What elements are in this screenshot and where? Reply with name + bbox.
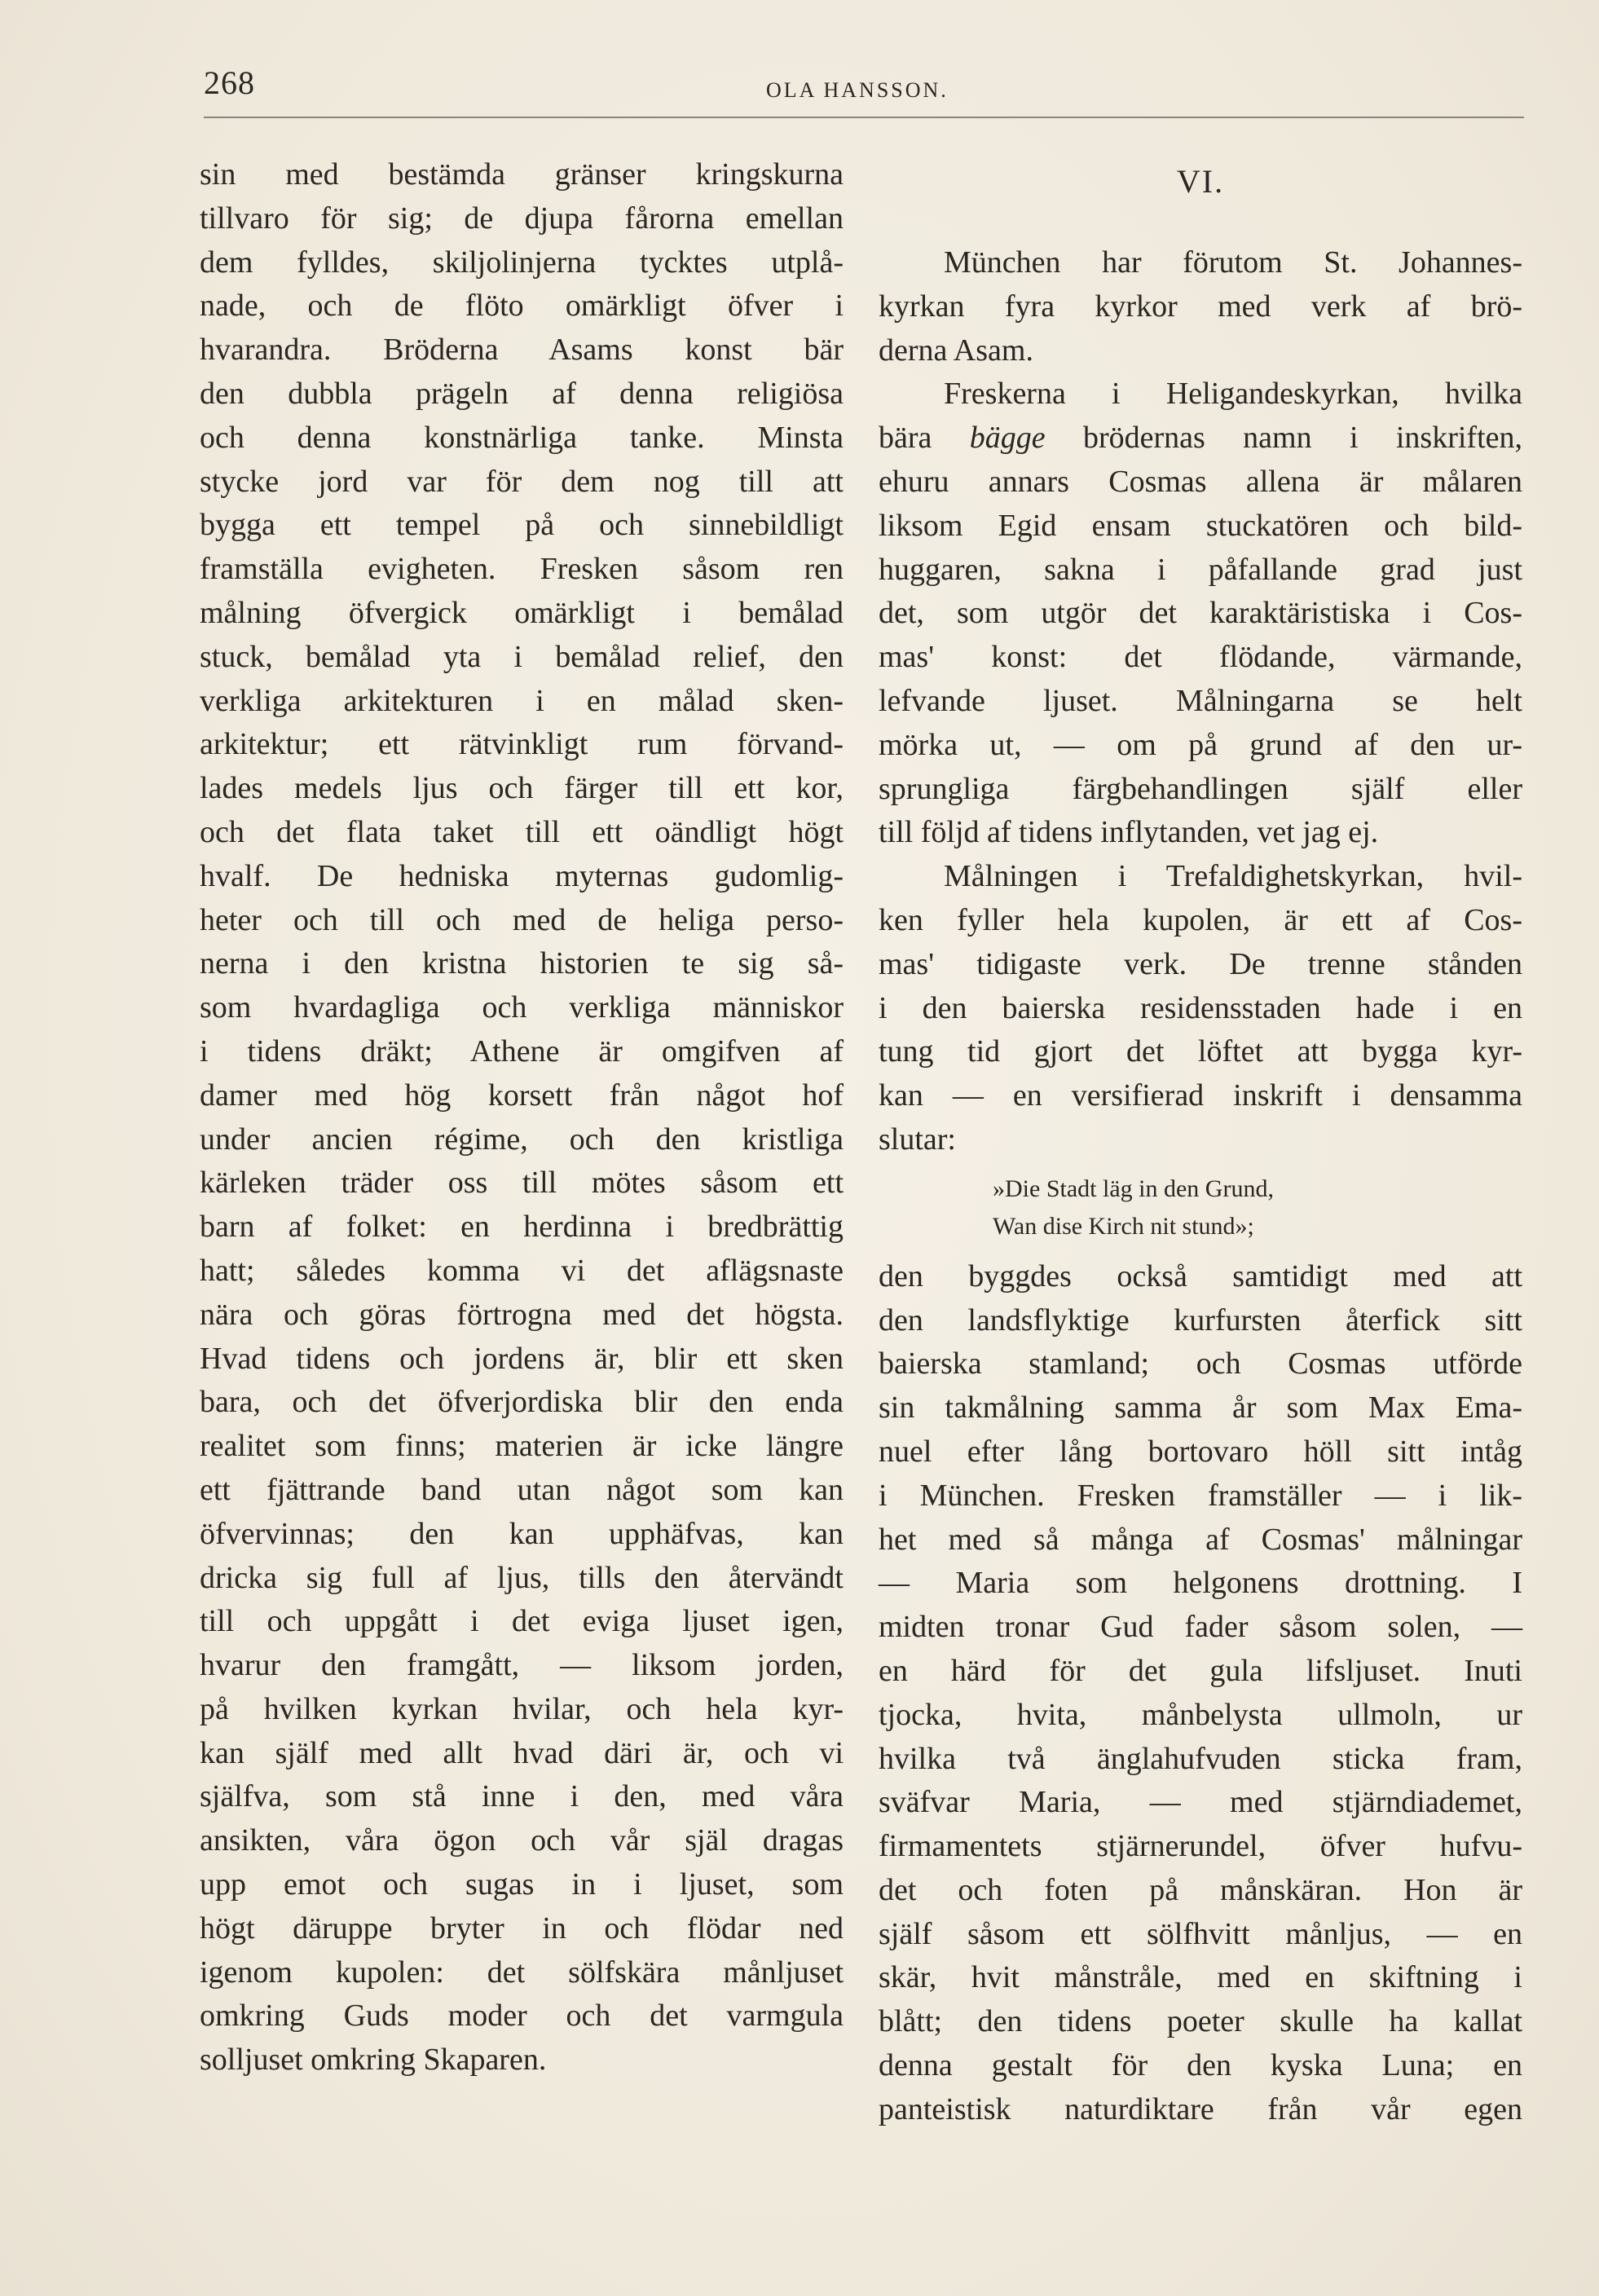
text-line: tung tid gjort det löftet att bygga kyr- bbox=[879, 1034, 1522, 1069]
text-line: högt däruppe bryter in och flödar ned bbox=[200, 1910, 844, 1946]
italic-word: bägge bbox=[969, 421, 1046, 456]
text-line bbox=[879, 416, 1522, 461]
text-line: bygga ett tempel på och sinnebildligt bbox=[200, 508, 844, 543]
text-line: het med så många af Cosmas' målningar bbox=[879, 1522, 1522, 1557]
text-line: midten tronar Gud fader såsom solen, — bbox=[879, 1610, 1522, 1645]
text-line: skär, hvit månstråle, med en skiftning i bbox=[879, 1960, 1522, 1995]
text-line: under ancien régime, och den kristliga bbox=[200, 1122, 844, 1157]
text-line: omkring Guds moder och det varmgula bbox=[200, 1999, 844, 2034]
text-line: panteistisk naturdiktare från vår egen bbox=[879, 2091, 1522, 2126]
text-line: i tidens dräkt; Athene är omgifven af bbox=[200, 1033, 844, 1069]
text-line: upp emot och sugas in i ljuset, som bbox=[200, 1867, 844, 1902]
text-line: sväfvar Maria, — med stjärndiademet, bbox=[879, 1785, 1522, 1820]
text-line: hvilka två änglahufvuden sticka fram, bbox=[879, 1741, 1522, 1776]
text-line: till och uppgått i det eviga ljuset igen, bbox=[200, 1604, 844, 1639]
text-line: själf såsom ett sölfhvitt månljus, — en bbox=[879, 1916, 1522, 1951]
text-line: nade, och de flöto omärkligt öfver i bbox=[200, 289, 844, 324]
text-line: verkliga arkitekturen i en målad sken- bbox=[200, 683, 844, 718]
text-line: öfvervinnas; den kan upphäfvas, kan bbox=[200, 1516, 844, 1551]
text-line: hvarandra. Bröderna Asams konst bär bbox=[200, 333, 844, 368]
verse-line: Wan dise Kirch nit stund»; bbox=[993, 1212, 1254, 1240]
text-line: Målningen i Trefaldighetskyrkan, hvil- bbox=[944, 859, 1522, 894]
text-line: igenom kupolen: det sölfskära månljuset bbox=[200, 1954, 844, 1990]
text-line: barn af folket: en herdinna i bredbrättig bbox=[200, 1210, 844, 1245]
text-line: nuel efter lång bortovaro höll sitt intåg bbox=[879, 1434, 1522, 1469]
text-line: tillvaro för sig; de djupa fårorna emellan bbox=[200, 201, 844, 236]
text-line: nerna i den kristna historien te sig så- bbox=[200, 946, 844, 981]
page-number: 268 bbox=[204, 64, 255, 101]
running-head: OLA HANSSON. bbox=[766, 78, 949, 102]
text-line: lades medels ljus och färger till ett kor, bbox=[200, 771, 844, 806]
text-line: lefvande ljuset. Målningarna se helt bbox=[879, 683, 1522, 718]
text-line: — Maria som helgonens drottning. I bbox=[879, 1566, 1522, 1601]
text-line: dricka sig full af ljus, tills den återvändt bbox=[200, 1560, 844, 1595]
text-line: Hvad tidens och jordens är, blir ett sken bbox=[200, 1341, 844, 1376]
right-column bbox=[879, 153, 1522, 2132]
text-line: i München. Fresken framställer — i lik- bbox=[879, 1478, 1522, 1513]
text-line: på hvilken kyrkan hvilar, och hela kyr- bbox=[200, 1691, 844, 1726]
text-line: en härd för det gula lifsljuset. Inuti bbox=[879, 1653, 1522, 1688]
text-line: arkitektur; ett rätvinkligt rum förvand- bbox=[200, 727, 844, 762]
section-heading: VI. bbox=[1176, 163, 1225, 200]
text-line: Freskerna i Heligandeskyrkan, hvilka bbox=[944, 377, 1522, 412]
text-fragment: brödernas namn i inskriften, bbox=[1045, 421, 1522, 456]
text-line: München har förutom St. Johannes- bbox=[944, 245, 1522, 280]
text-line: slutar: bbox=[879, 1122, 956, 1157]
text-line: tjocka, hvita, månbelysta ullmoln, ur bbox=[879, 1697, 1522, 1732]
text-line: solljuset omkring Skaparen. bbox=[200, 2043, 547, 2078]
text-line: som hvardagliga och verkliga människor bbox=[200, 990, 844, 1025]
text-line: kärleken träder oss till mötes såsom ett bbox=[200, 1166, 844, 1201]
left-column bbox=[200, 153, 844, 2082]
text-line: i den baierska residensstaden hade i en bbox=[879, 990, 1522, 1025]
paragraph-3 bbox=[879, 855, 1522, 1162]
text-line: det, som utgör det karaktäristiska i Cos- bbox=[879, 596, 1522, 631]
text-line: den byggdes också samtidigt med att bbox=[879, 1258, 1522, 1293]
text-line: baierska stamland; och Cosmas utförde bbox=[879, 1346, 1522, 1382]
text-line: huggaren, sakna i påfallande grad just bbox=[879, 552, 1522, 587]
verse-quote bbox=[879, 1162, 1522, 1255]
text-line: realitet som finns; materien är icke längre bbox=[200, 1429, 844, 1464]
text-line: dem fylldes, skiljolinjerna tycktes utplå- bbox=[200, 245, 844, 280]
text-line: hvalf. De hedniska myternas gudomlig- bbox=[200, 858, 844, 893]
text-line: sin takmålning samma år som Max Ema- bbox=[879, 1390, 1522, 1426]
text-line: kyrkan fyra kyrkor med verk af brö- bbox=[879, 289, 1522, 324]
text-fragment: bära bbox=[879, 421, 970, 456]
paragraph-2 bbox=[879, 461, 1522, 855]
text-line: stuck, bemålad yta i bemålad relief, den bbox=[200, 639, 844, 674]
text-line: den landsflyktige kurfursten återfick sitt bbox=[879, 1302, 1522, 1337]
text-line: ansikten, våra ögon och vår själ dragas bbox=[200, 1823, 844, 1858]
text-line: hatt; således komma vi det aflägsnaste bbox=[200, 1253, 844, 1288]
text-line: framställa evigheten. Fresken såsom ren bbox=[200, 552, 844, 587]
text-line: sprungliga färgbehandlingen själf eller bbox=[879, 771, 1522, 806]
text-line: blått; den tidens poeter skulle ha kallat bbox=[879, 2004, 1522, 2039]
text-line: liksom Egid ensam stuckatören och bild- bbox=[879, 508, 1522, 543]
text-line: damer med hög korsett från något hof bbox=[200, 1077, 844, 1113]
text-line: mörka ut, — om på grund af den ur- bbox=[879, 727, 1522, 762]
text-line: ett fjättrande band utan något som kan bbox=[200, 1472, 844, 1507]
paragraph-4 bbox=[879, 1255, 1522, 2132]
text-line: derna Asam. bbox=[879, 333, 1033, 368]
text-line: och denna konstnärliga tanke. Minsta bbox=[200, 420, 844, 455]
text-line: mas' konst: det flödande, värmande, bbox=[879, 640, 1522, 675]
text-line: nära och göras förtrogna med det högsta. bbox=[200, 1297, 844, 1332]
text-line: ehuru annars Cosmas allena är målaren bbox=[879, 464, 1522, 499]
paragraph-1 bbox=[879, 241, 1522, 372]
text-line: målning öfvergick omärkligt i bemålad bbox=[200, 595, 844, 630]
text-line: heter och till och med de heliga perso- bbox=[200, 902, 844, 937]
text-line: kan själf med allt hvad däri är, och vi bbox=[200, 1735, 844, 1770]
text-line: bara, och det öfverjordiska blir den enda bbox=[200, 1385, 844, 1420]
verse-line: »Die Stadt läg in den Grund, bbox=[993, 1174, 1274, 1202]
text-line: sin med bestämda gränser kringskurna bbox=[200, 157, 844, 192]
text-line: denna gestalt för den kyska Luna; en bbox=[879, 2048, 1522, 2083]
text-line: stycke jord var för dem nog till att bbox=[200, 464, 844, 499]
text-line: kan — en versifierad inskrift i densamma bbox=[879, 1078, 1522, 1113]
text-line: och det flata taket till ett oändligt högt bbox=[200, 814, 844, 849]
text-line: till följd af tidens inflytanden, vet jag ej. bbox=[879, 815, 1379, 850]
text-line: firmamentets stjärnerundel, öfver hufvu- bbox=[879, 1829, 1522, 1864]
text-line: mas' tidigaste verk. De trenne stånden bbox=[879, 946, 1522, 981]
text-line: själfva, som stå inne i den, med våra bbox=[200, 1779, 844, 1814]
header-rule bbox=[204, 117, 1524, 118]
text-line: den dubbla prägeln af denna religiösa bbox=[200, 376, 844, 411]
page-header bbox=[204, 64, 1524, 121]
text-line: det och foten på månskäran. Hon är bbox=[879, 1872, 1522, 1907]
text-line: hvarur den framgått, — liksom jorden, bbox=[200, 1648, 844, 1683]
text-line: ken fyller hela kupolen, är ett af Cos- bbox=[879, 902, 1522, 937]
